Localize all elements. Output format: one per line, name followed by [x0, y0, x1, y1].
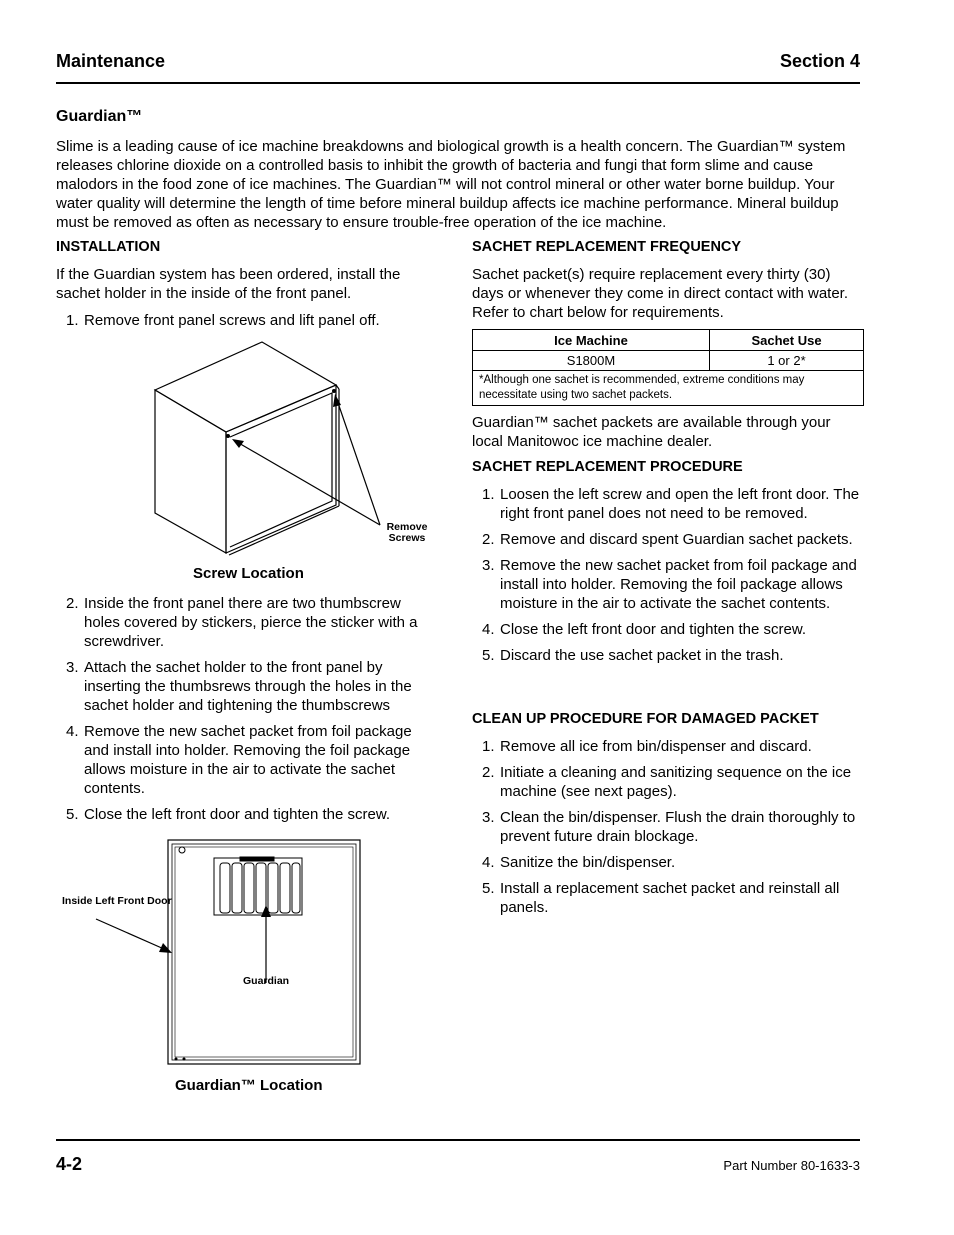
- installation-text: If the Guardian system has been ordered, install the sachet holder in the inside of the front panel.: [56, 266, 401, 302]
- list-item: 4. Remove the new sachet packet from foil package and install into holder. Removing the foil package allows moisture in the air to activate the sachet contents.: [66, 723, 412, 797]
- figure-caption: Guardian™ Location: [175, 1077, 323, 1094]
- list-item: 1. Remove all ice from bin/dispenser and discard.: [482, 738, 812, 755]
- page-title: Guardian™: [56, 108, 143, 125]
- screw-right-icon: [332, 389, 336, 393]
- installation-steps-list: [56, 594, 436, 831]
- front-panel: [226, 385, 336, 553]
- procedure-heading: SACHET REPLACEMENT PROCEDURE: [472, 459, 743, 475]
- table-header-row: [473, 330, 864, 351]
- list-item: 3. Attach the sachet holder to the front panel by inserting the thumbsrews through the holes in the sachet holder and tightening the thumbscrews: [66, 659, 412, 714]
- installation-heading: INSTALLATION: [56, 239, 161, 255]
- list-item: 1. Loosen the left screw and open the left front door. The right front panel does not need to be removed.: [482, 486, 860, 522]
- list-item: 3. Clean the bin/dispenser. Flush the drain thoroughly to prevent future drain blockage.: [482, 809, 856, 845]
- table-cell: 1 or 2*: [710, 351, 864, 371]
- cabinet-side: [155, 390, 226, 553]
- list-item: 2. Initiate a cleaning and sanitizing sequence on the ice machine (see next pages).: [482, 764, 852, 800]
- arrow-head-icon: [333, 394, 341, 407]
- section-title: Maintenance: [56, 51, 166, 71]
- guardian-location-figure: [60, 835, 370, 1070]
- sachet-table: [472, 329, 864, 406]
- table-row: [473, 371, 864, 406]
- header-rule: [56, 82, 860, 84]
- intro-paragraph: Slime is a leading cause of ice machine breakdowns and biological growth is a health concern. The Guardian™ system releases chlorine dioxide on a controlled basis to inhibit the growth of bacteria and fungi that form slime and cause malodors in the food zone of ice machines. The Guardian™ will not control mineral or other water borne buildup. Your water quality will determine the length of time before mineral buildup affects ice machine performance. Mineral buildup must be removed as often as necessary to ensure trouble-free operation of the ice machine.: [56, 138, 846, 231]
- thumbscrew-icon: [179, 847, 185, 853]
- footer-rule: [56, 1139, 860, 1141]
- figure-caption: Screw Location: [193, 565, 304, 582]
- arrow-head-icon: [232, 439, 244, 448]
- arrow-head-icon: [261, 905, 271, 917]
- inside-door-panel: [168, 840, 360, 1064]
- guardian-sachet-holder: [214, 857, 302, 915]
- list-item: 5. Discard the use sachet packet in the trash.: [482, 647, 784, 664]
- cabinet-top: [155, 342, 336, 432]
- list-item: 4. Close the left front door and tighten the screw.: [482, 621, 807, 638]
- list-item: 5. Close the left front door and tighten the screw.: [66, 806, 391, 823]
- inside-left-front-door-callout: Inside Left Front Door: [62, 895, 172, 907]
- list-item: 5. Install a replacement sachet packet and reinstall all panels.: [482, 880, 840, 916]
- cleanup-steps-list: [472, 737, 862, 924]
- cleanup-heading: CLEAN UP PROCEDURE FOR DAMAGED PACKET: [472, 711, 819, 727]
- list-item: 1. Remove front panel screws and lift panel off.: [66, 312, 380, 329]
- part-number: Part Number 80-1633-3: [723, 1158, 860, 1173]
- table-header: Sachet Use: [710, 330, 864, 351]
- availability-text: Guardian™ sachet packets are available through your local Manitowoc ice machine dealer.: [472, 414, 831, 450]
- list-item: 4. Sanitize the bin/dispenser.: [482, 854, 676, 871]
- frequency-heading: SACHET REPLACEMENT FREQUENCY: [472, 239, 742, 255]
- guardian-callout: Guardian: [243, 975, 290, 987]
- installation-step-1-list: [56, 311, 436, 337]
- list-item: 2. Inside the front panel there are two thumbscrew holes covered by stickers, pierce the sticker with a screwdriver.: [66, 595, 418, 650]
- frequency-text: Sachet packet(s) require replacement every thirty (30) days or whenever they come in direct contact with water. Refer to chart below for requirements.: [472, 266, 849, 321]
- list-item: 3. Remove the new sachet packet from foil package and install into holder. Removing the foil package allows moisture in the air to activate the sachet contents.: [482, 557, 857, 612]
- screw-left-icon: [226, 434, 230, 438]
- remove-screws-callout: Remove Screws: [386, 521, 428, 544]
- table-header: Ice Machine: [473, 330, 710, 351]
- arrow-head-icon: [159, 943, 172, 953]
- section-number: Section 4: [779, 51, 860, 71]
- procedure-steps-list: [472, 485, 862, 672]
- table-row: [473, 351, 864, 371]
- page-number: 4-2: [56, 1154, 83, 1174]
- table-footnote: *Although one sachet is recommended, extreme conditions may necessitate using two sachet packets.: [473, 371, 864, 406]
- table-cell: S1800M: [473, 351, 710, 371]
- list-item: 2. Remove and discard spent Guardian sachet packets.: [482, 531, 853, 548]
